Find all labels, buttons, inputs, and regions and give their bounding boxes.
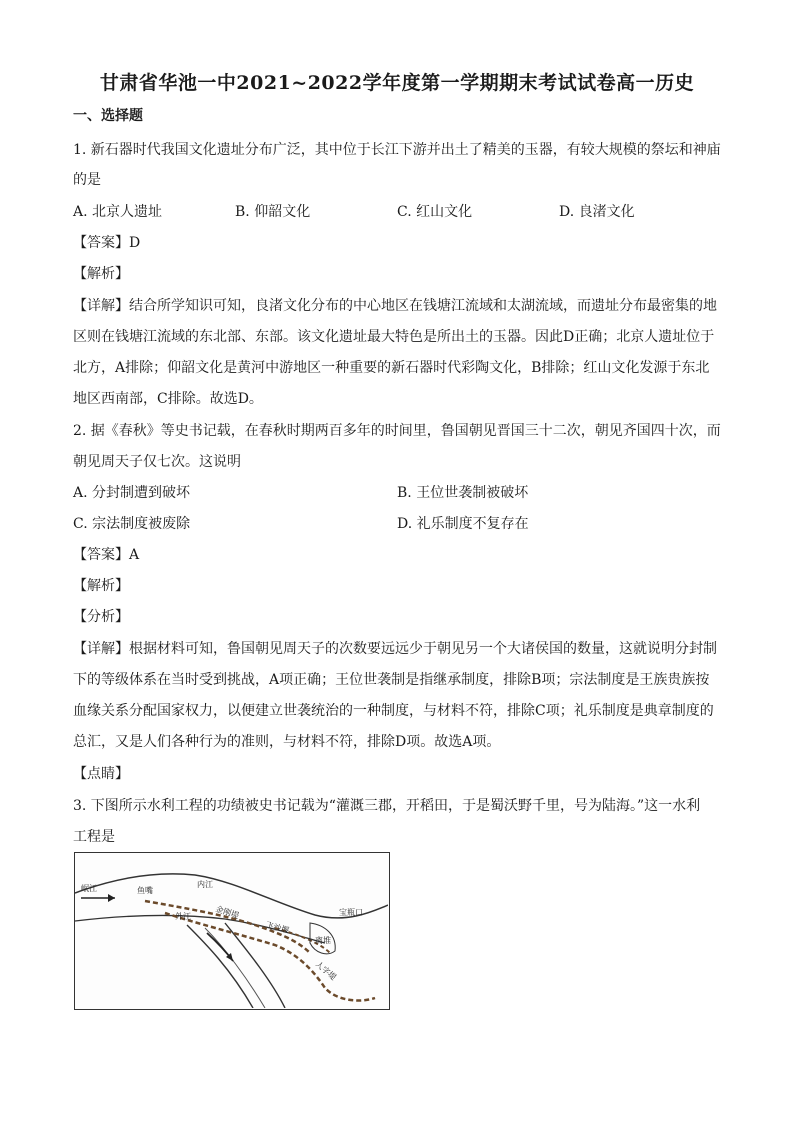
q2-stem-line-1: 2. 据《春秋》等史书记载，在春秋时期两百多年的时间里，鲁国朝见晋国三十二次，朝见齐国四十次，而	[73, 423, 721, 439]
outer-river-bank-right	[225, 923, 285, 1008]
q2-detail-line-1: 【详解】根据材料可知，鲁国朝见周天子的次数要远远少于朝见另一个大诸侯国的数量，这就说明分封制	[73, 641, 717, 657]
label-feishayan: 飞沙堰	[264, 920, 290, 936]
q2-dianjing-label: 【点睛】	[73, 766, 129, 782]
label-waijiang: 外江	[175, 912, 191, 921]
q2-fenxi-label: 【分析】	[73, 609, 129, 625]
q1-option-c: C. 红山文化	[397, 204, 473, 220]
label-minjiang: 岷江	[81, 884, 97, 893]
q1-stem-line-1: 1. 新石器时代我国文化遗址分布广泛，其中位于长江下游并出土了精美的玉器，有较大规模的祭坛和神庙	[73, 142, 721, 158]
q3-stem-line-1: 3. 下图所示水利工程的功绩被史书记载为“灌溉三郡，开稻田，于是蜀沃野千里，号为陆海。”这一水利	[73, 798, 701, 814]
label-yuzui: 鱼嘴	[137, 886, 153, 895]
q2-option-a: A. 分封制遭到破坏	[73, 485, 191, 501]
outer-river-bank-left	[187, 925, 253, 1008]
q1-detail-line-3: 北方，A排除；仰韶文化是黄河中游地区一种重要的新石器时代彩陶文化，B排除；红山文化发源于东北	[73, 360, 710, 376]
section-heading: 一、选择题	[73, 108, 143, 124]
q1-detail-line-4: 地区西南部，C排除。故选D。	[73, 391, 263, 407]
arrowhead-minjiang	[108, 894, 115, 902]
q1-option-b: B. 仰韶文化	[235, 204, 311, 220]
q2-option-d: D. 礼乐制度不复存在	[397, 516, 529, 532]
label-neijiang: 内江	[197, 880, 213, 889]
q1-option-a: A. 北京人遗址	[73, 204, 163, 220]
page-title: 甘肃省华池一中2021~2022学年度第一学期期末考试试卷高一历史	[99, 72, 695, 94]
label-baopingkou: 宝瓶口	[339, 908, 363, 917]
q1-analysis-label: 【解析】	[73, 266, 129, 282]
label-lidui: 离堆	[315, 936, 331, 945]
q1-option-d: D. 良渚文化	[559, 204, 635, 220]
label-renzidi: 人字堤	[313, 959, 338, 982]
q2-option-c: C. 宗法制度被废除	[73, 516, 191, 532]
q2-detail-line-3: 血缘关系分配国家权力，以便建立世袭统治的一种制度，与材料不符，排除C项；礼乐制度是典章制度的	[73, 703, 714, 719]
q2-option-b: B. 王位世袭制被破坏	[397, 485, 529, 501]
q1-detail-line-2: 区则在钱塘江流域的东北部、东部。该文化遗址最大特色是所出土的玉器。因此D正确；北京人遗址位于	[73, 329, 715, 345]
q1-detail-line-1: 【详解】结合所学知识可知，良渚文化分布的中心地区在钱塘江流域和太湖流域，而遗址分布最密集的地	[73, 298, 717, 314]
q2-detail-line-4: 总汇，又是人们各种行为的准则，与材料不符，排除D项。故选A项。	[73, 734, 501, 750]
q2-stem-line-2: 朝见周天子仅七次。这说明	[73, 454, 241, 470]
label-jingangdi: 金刚堤	[214, 904, 240, 921]
q2-answer: 【答案】A	[73, 547, 140, 563]
dujiangyan-map-figure	[74, 852, 390, 1010]
q2-detail-line-2: 下的等级体系在当时受到挑战，A项正确；王位世袭制是指继承制度，排除B项；宗法制度是王族贵族按	[73, 672, 710, 688]
map-drawing	[75, 853, 388, 1008]
q1-stem-line-2: 的是	[73, 172, 101, 188]
q1-answer: 【答案】D	[73, 235, 141, 251]
q2-analysis-label: 【解析】	[73, 578, 129, 594]
q3-stem-line-2: 工程是	[73, 829, 115, 845]
